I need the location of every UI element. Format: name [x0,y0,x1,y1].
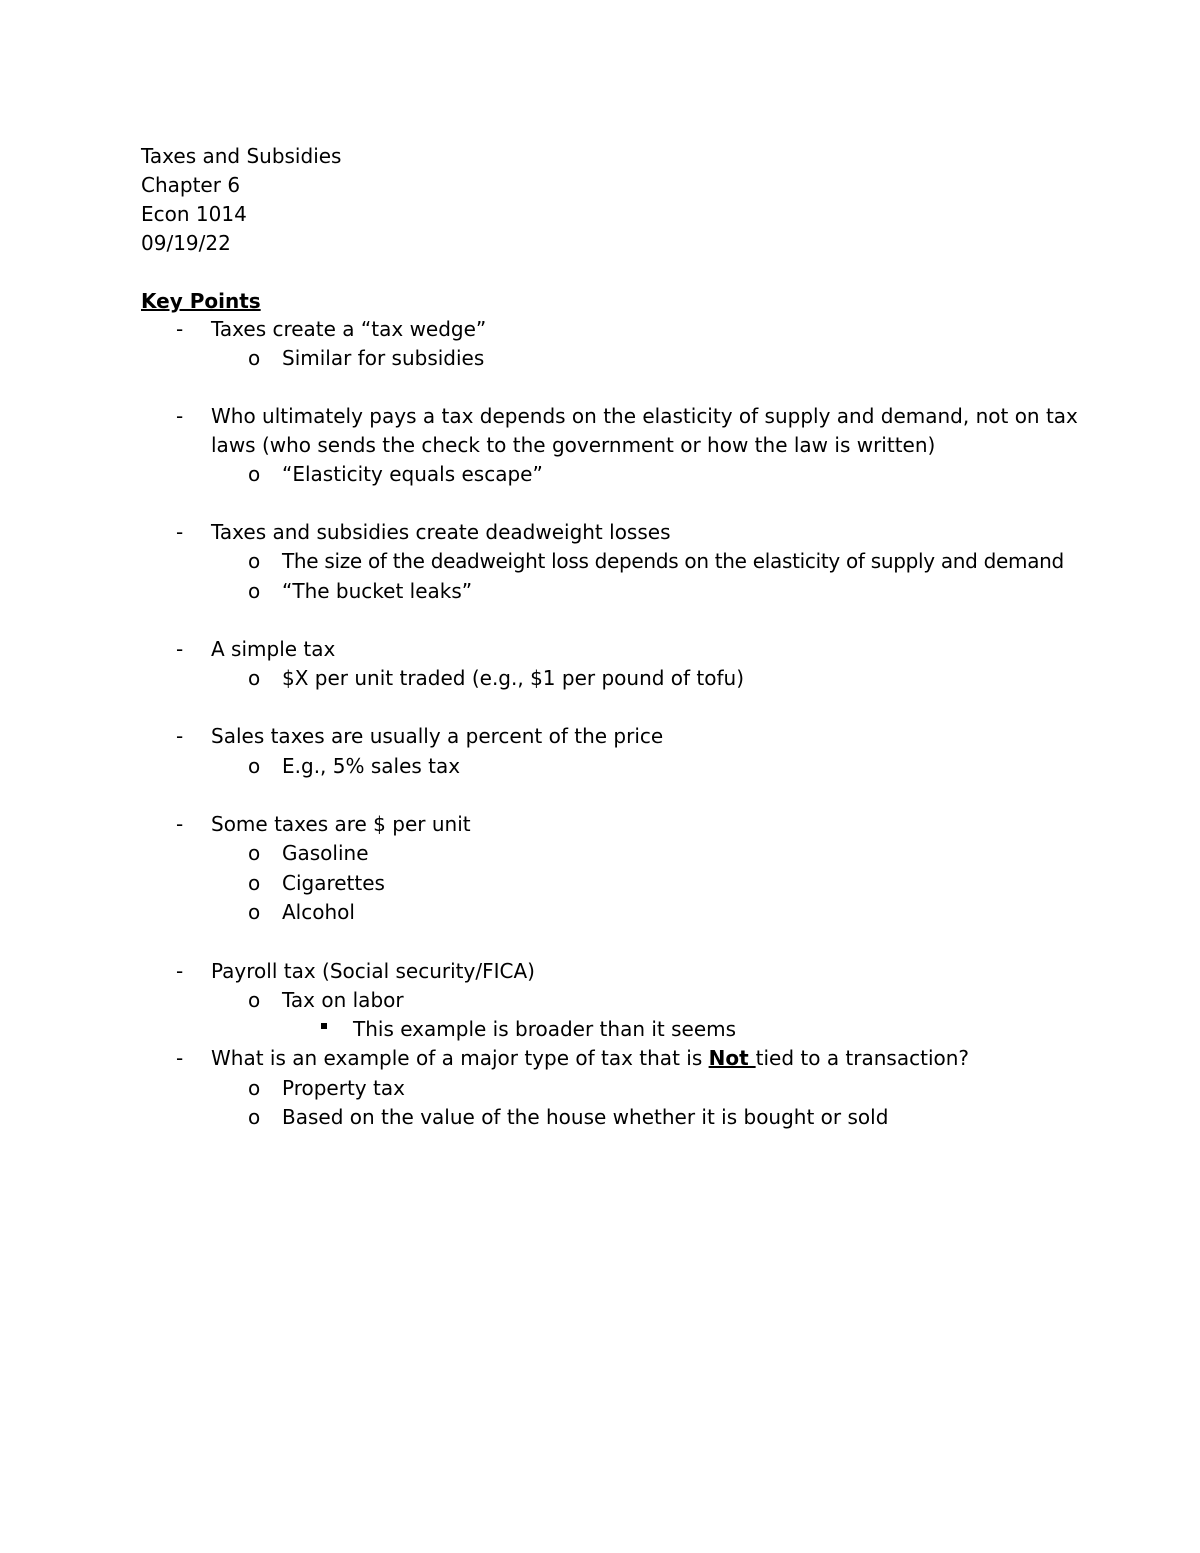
circle-bullet: o [248,549,261,573]
sub-point-text: E.g., 5% sales tax [282,754,461,778]
point-text: Taxes create a “tax wedge” [211,317,487,341]
sub-point-text: Similar for subsidies [282,346,485,370]
sub-point-text: Property tax [282,1076,405,1100]
circle-bullet: o [248,988,261,1012]
dash-bullet: - [176,520,184,544]
square-bullet-icon [321,1023,327,1029]
sub-point-text: Alcohol [282,900,355,924]
sub-point-text: $X per unit traded (e.g., $1 per pound of tofu) [282,666,745,690]
emphasized-not: Not [708,1046,756,1070]
dash-bullet: - [176,637,184,661]
circle-bullet: o [248,1076,261,1100]
sub-point-text: Based on the value of the house whether it is bought or sold [282,1105,889,1129]
course-label: Econ 1014 [141,202,247,226]
point-text-continuation: laws (who sends the check to the government or how the law is written) [211,433,936,457]
circle-bullet: o [248,462,261,486]
point-text [211,1044,969,1073]
section-title: Key Points [141,289,261,313]
sub-point-text: Cigarettes [282,871,385,895]
point-text: Payroll tax (Social security/FICA) [211,959,535,983]
circle-bullet: o [248,754,261,778]
circle-bullet: o [248,579,261,603]
circle-bullet: o [248,871,261,895]
point-text: Sales taxes are usually a percent of the price [211,724,664,748]
document-title: Taxes and Subsidies [141,144,342,168]
dash-bullet: - [176,404,184,428]
sub-sub-point-text: This example is broader than it seems [353,1017,737,1041]
point-text-before: What is an example of a major type of tax that is [211,1046,709,1070]
sub-point-text: The size of the deadweight loss depends on the elasticity of supply and demand [282,549,1064,573]
dash-bullet: - [176,812,184,836]
point-text: Who ultimately pays a tax depends on the elasticity of supply and demand, not on tax [211,404,1078,428]
chapter-label: Chapter 6 [141,173,241,197]
dash-bullet: - [176,724,184,748]
date-label: 09/19/22 [141,231,231,255]
point-text-after: tied to a transaction? [755,1046,970,1070]
point-text: Taxes and subsidies create deadweight losses [211,520,671,544]
circle-bullet: o [248,841,261,865]
sub-point-text: “Elasticity equals escape” [282,462,543,486]
circle-bullet: o [248,346,261,370]
sub-point-text: Tax on labor [282,988,404,1012]
sub-point-text: Gasoline [282,841,369,865]
sub-point-text: “The bucket leaks” [282,579,473,603]
dash-bullet: - [176,959,184,983]
point-text: Some taxes are $ per unit [211,812,471,836]
point-text: A simple tax [211,637,336,661]
dash-bullet: - [176,1046,184,1070]
circle-bullet: o [248,666,261,690]
dash-bullet: - [176,317,184,341]
circle-bullet: o [248,1105,261,1129]
circle-bullet: o [248,900,261,924]
